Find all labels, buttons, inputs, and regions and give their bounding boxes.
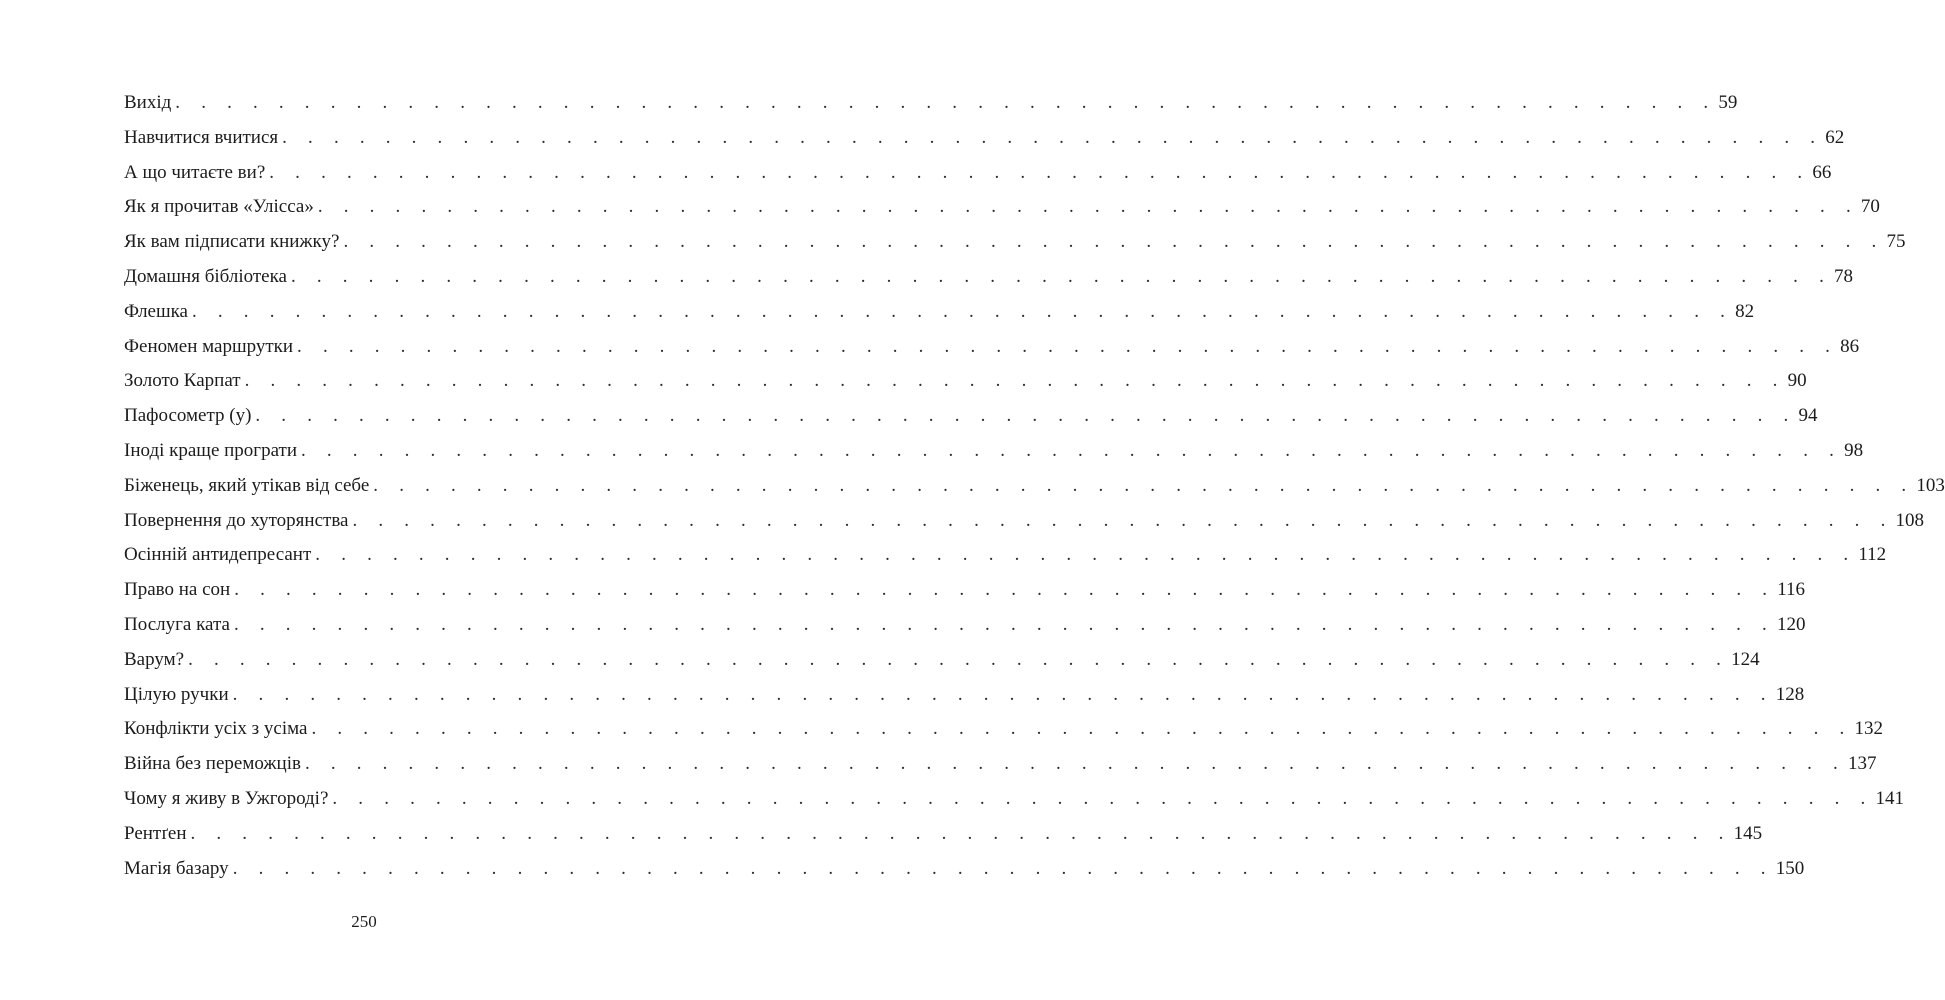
toc-entry xyxy=(124,504,1925,539)
toc-entry-page: 108 xyxy=(1895,509,1925,531)
dot-leader: . . . . . . . . . . . . . . . . . . . . . . . . . . . . . . . . . . . . . . . . . . . . . . . . . . . . . . . . . . . . xyxy=(301,439,1843,461)
dot-leader: . . . . . . . . . . . . . . . . . . . . . . . . . . . . . . . . . . . . . . . . . . . . . . . . . . . . . . . . . . . . xyxy=(233,613,1776,635)
toc-entry-title: Іноді краще програти xyxy=(124,439,297,461)
toc-entry-page: 90 xyxy=(1787,370,1807,392)
dot-leader: . . . . . . . . . . . . . . . . . . . . . . . . . . . . . . . . . . . . . . . . . . . . . . . . . . . . . . . . . . . . xyxy=(255,405,1797,427)
toc-entry xyxy=(124,608,1806,643)
toc-entry-page: 137 xyxy=(1848,753,1877,775)
dot-leader: . . . . . . . . . . . . . . . . . . . . . . . . . . . . . . . . . . . . . . . . . . . . . . . . . . . . . . . . . . . . xyxy=(332,787,1874,809)
dot-leader: . . . . . . . . . . . . . . . . . . . . . . . . . . . . . . . . . . . . . . . . . . . . . . . . . . . . . . . . . . . . xyxy=(304,753,1846,775)
toc-entry-page: 62 xyxy=(1825,126,1845,148)
toc-entry-page: 59 xyxy=(1718,92,1738,113)
toc-entry-page: 141 xyxy=(1875,787,1904,809)
toc-entry-page: 128 xyxy=(1775,683,1805,705)
dot-leader: . . . . . . . . . . . . . . . . . . . . . . . . . . . . . . . . . . . . . . . . . . . . . . . . . . . . . . . . . . . . xyxy=(190,822,1732,844)
toc-entry xyxy=(124,782,1904,817)
toc-entry-title: Як я прочитав «Улісса» xyxy=(124,196,314,218)
dot-leader: . . . . . . . . . . . . . . . . . . . . . . . . . . . . . . . . . . . . . . . . . . . . . . . . . . . . . . . . . . . . xyxy=(244,370,1786,392)
toc-entry-page: 132 xyxy=(1854,718,1884,740)
toc-entry xyxy=(124,712,1884,747)
toc-entry-title: Війна без переможців xyxy=(124,753,301,775)
toc-entry-title: Феномен маршрутки xyxy=(124,335,294,357)
table-of-contents xyxy=(124,86,1945,886)
toc-entry-page: 150 xyxy=(1775,857,1805,879)
dot-leader: . . . . . . . . . . . . . . . . . . . . . . . . . . . . . . . . . . . . . . . . . . . . . . . . . . . . . . . . . . . . xyxy=(175,92,1717,113)
toc-entry-page: 116 xyxy=(1777,579,1806,601)
dot-leader: . . . . . . . . . . . . . . . . . . . . . . . . . . . . . . . . . . . . . . . . . . . . . . . . . . . . . . . . . . . . xyxy=(192,300,1734,322)
dot-leader: . . . . . . . . . . . . . . . . . . . . . . . . . . . . . . . . . . . . . . . . . . . . . . . . . . . . . . . . . . . . xyxy=(343,231,1885,253)
toc-entry xyxy=(124,852,1805,887)
dot-leader: . . . . . . . . . . . . . . . . . . . . . . . . . . . . . . . . . . . . . . . . . . . . . . . . . . . . . . . . . . . . xyxy=(373,474,1915,496)
toc-entry xyxy=(124,538,1887,573)
dot-leader: . . . . . . . . . . . . . . . . . . . . . . . . . . . . . . . . . . . . . . . . . . . . . . . . . . . . . . . . . . . . xyxy=(297,335,1839,357)
toc-entry-page: 78 xyxy=(1834,265,1854,287)
toc-entry-title: Варум? xyxy=(124,648,185,670)
toc-entry-page: 112 xyxy=(1858,544,1887,566)
toc-entry-title: Конфлікти усіх з усіма xyxy=(124,718,308,740)
toc-entry xyxy=(124,86,1738,121)
toc-entry-title: Домашня бібліотека xyxy=(124,265,287,287)
toc-entry xyxy=(124,225,1906,260)
toc-entry-page: 94 xyxy=(1798,405,1818,427)
toc-entry-title: Рентґен xyxy=(124,822,187,844)
toc-entry xyxy=(124,399,1818,434)
toc-entry-title: Золото Карпат xyxy=(124,370,241,392)
toc-entry-page: 103 xyxy=(1916,474,1945,496)
toc-entry-title: Послуга ката xyxy=(124,613,230,635)
toc-entry xyxy=(124,330,1860,365)
toc-entry-page: 145 xyxy=(1733,822,1763,844)
toc-entry-page: 82 xyxy=(1735,300,1755,322)
toc-entry-page: 98 xyxy=(1844,439,1864,461)
toc-entry xyxy=(124,260,1854,295)
toc-entry-title: Пафосометр (у) xyxy=(124,405,252,427)
toc-entry-title: Вихід xyxy=(124,92,172,113)
toc-entry-title: Цілую ручки xyxy=(124,683,229,705)
toc-entry-title: Право на сон xyxy=(124,579,231,601)
toc-entry xyxy=(124,190,1880,225)
toc-entry-page: 66 xyxy=(1812,161,1832,183)
toc-entry-title: Чому я живу в Ужгороді? xyxy=(124,787,329,809)
toc-entry xyxy=(124,364,1807,399)
dot-leader: . . . . . . . . . . . . . . . . . . . . . . . . . . . . . . . . . . . . . . . . . . . . . . . . . . . . . . . . . . . . xyxy=(290,265,1833,287)
dot-leader: . . . . . . . . . . . . . . . . . . . . . . . . . . . . . . . . . . . . . . . . . . . . . . . . . . . . . . . . . . . . xyxy=(317,196,1859,218)
dot-leader: . . . . . . . . . . . . . . . . . . . . . . . . . . . . . . . . . . . . . . . . . . . . . . . . . . . . . . . . . . . . xyxy=(232,857,1774,879)
toc-entry-title: Біженець, який утікав від себе xyxy=(124,474,370,496)
toc-entry-page: 124 xyxy=(1731,648,1760,670)
dot-leader: . . . . . . . . . . . . . . . . . . . . . . . . . . . . . . . . . . . . . . . . . . . . . . . . . . . . . . . . . . . . xyxy=(232,683,1774,705)
toc-entry xyxy=(124,747,1877,782)
toc-entry-title: А що читаєте ви? xyxy=(124,161,266,183)
toc-entry-title: Магія базару xyxy=(124,857,229,879)
toc-entry xyxy=(124,121,1845,156)
dot-leader: . . . . . . . . . . . . . . . . . . . . . . . . . . . . . . . . . . . . . . . . . . . . . . . . . . . . . . . . . . . . xyxy=(269,161,1811,183)
toc-entry-title: Навчитися вчитися xyxy=(124,126,279,148)
page-number: 250 xyxy=(351,912,377,931)
toc-entry xyxy=(124,817,1763,852)
dot-leader: . . . . . . . . . . . . . . . . . . . . . . . . . . . . . . . . . . . . . . . . . . . . . . . . . . . . . . . . . . . . xyxy=(311,718,1853,740)
dot-leader: . . . . . . . . . . . . . . . . . . . . . . . . . . . . . . . . . . . . . . . . . . . . . . . . . . . . . . . . . . . . xyxy=(188,648,1730,670)
dot-leader: . . . . . . . . . . . . . . . . . . . . . . . . . . . . . . . . . . . . . . . . . . . . . . . . . . . . . . . . . . . . xyxy=(315,544,1857,566)
toc-entry-title: Як вам підписати книжку? xyxy=(124,231,340,253)
toc-entry-title: Повернення до хуторянства xyxy=(124,509,349,531)
dot-leader: . . . . . . . . . . . . . . . . . . . . . . . . . . . . . . . . . . . . . . . . . . . . . . . . . . . . . . . . . . . . xyxy=(234,579,1776,601)
toc-entry xyxy=(124,295,1755,330)
toc-entry-page: 120 xyxy=(1777,613,1806,635)
toc-entry xyxy=(124,469,1945,504)
toc-entry xyxy=(124,156,1832,191)
toc-entry-title: Осінній антидепресант xyxy=(124,544,312,566)
toc-entry xyxy=(124,573,1806,608)
toc-entry-page: 75 xyxy=(1886,231,1906,253)
toc-entry xyxy=(124,434,1864,469)
toc-entry xyxy=(124,643,1760,678)
dot-leader: . . . . . . . . . . . . . . . . . . . . . . . . . . . . . . . . . . . . . . . . . . . . . . . . . . . . . . . . . . . . xyxy=(352,509,1894,531)
toc-entry-page: 86 xyxy=(1840,335,1860,357)
dot-leader: . . . . . . . . . . . . . . . . . . . . . . . . . . . . . . . . . . . . . . . . . . . . . . . . . . . . . . . . . . . . xyxy=(282,126,1824,148)
toc-entry xyxy=(124,678,1805,713)
toc-entry-title: Флешка xyxy=(124,300,188,322)
toc-entry-page: 70 xyxy=(1860,196,1880,218)
